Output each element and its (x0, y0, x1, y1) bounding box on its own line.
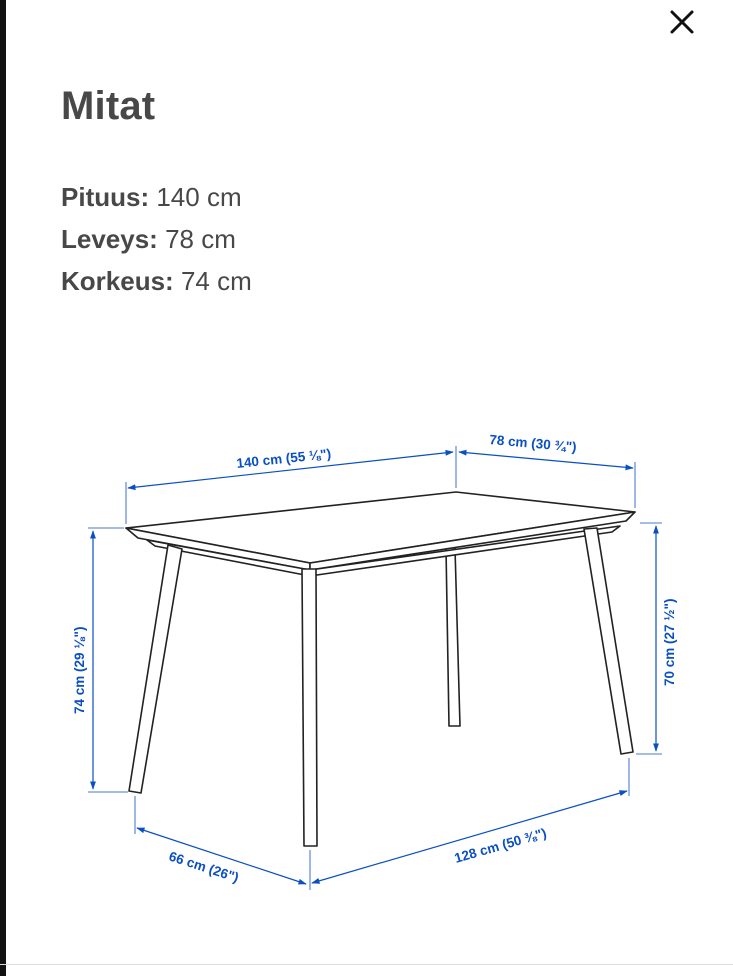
divider (0, 964, 733, 965)
spec-value: 78 cm (165, 224, 236, 254)
dim-label-leg-span: 128 cm (50 ⅜") (452, 825, 549, 866)
spec-value: 74 cm (180, 266, 252, 296)
spec-height (61, 260, 252, 302)
dim-label-top-length: 140 cm (55 ⅛") (235, 446, 332, 471)
spec-label: Korkeus: (61, 266, 174, 296)
dim-label-total-height: 74 cm (29 ⅛") (72, 626, 87, 714)
dim-label-top-width: 78 cm (30 ¾") (488, 432, 578, 455)
close-icon (669, 9, 695, 35)
spec-label: Pituus: (61, 182, 150, 212)
spec-length (61, 176, 252, 218)
dim-label-leg-depth: 66 cm (26") (167, 848, 241, 886)
spec-value: 140 cm (156, 182, 242, 212)
dimension-drawing (0, 400, 733, 900)
table-illustration (126, 492, 635, 846)
spec-label: Leveys: (61, 224, 158, 254)
page-title: Mitat (61, 84, 156, 128)
close-button[interactable] (662, 2, 702, 42)
spec-width (61, 218, 252, 260)
dim-label-leg-height: 70 cm (27 ½") (662, 598, 677, 686)
spec-list (61, 176, 252, 302)
